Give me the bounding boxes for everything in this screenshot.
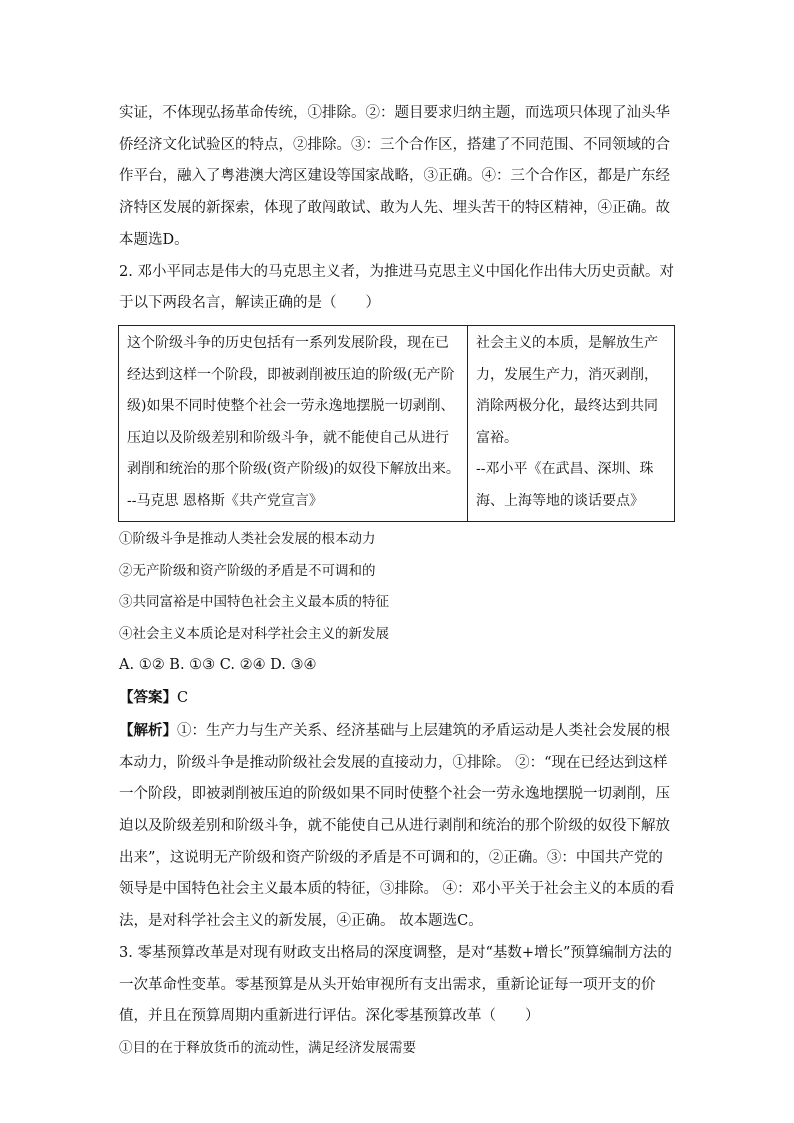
document-page bbox=[119, 98, 675, 1064]
question-2-stem: 2. 邓小平同志是伟大的马克思主义者，为推进马克思主义中国化作出伟大历史贡献。对于以下两段名言，解读正确的是（ ） bbox=[119, 263, 674, 312]
quote-left-source: --马克思 恩格斯《共产党宣言》 bbox=[127, 492, 323, 509]
analysis-text: ①：生产力与生产关系、经济基础与上层建筑的矛盾运动是人类社会发展的根本动力，阶级斗争是推动阶级社会发展的直接动力，①排除。 ②：“现在已经达到这样一个阶段，即被剥削被压迫的阶级如果不同时使整个社会一劳永逸地摆脱一切剥削，压迫以及阶级差别和阶级斗争，就不能使自己从进行剥削和统治的那个阶级的奴役下解放出来”，这说明无产阶级和资产阶级的矛盾是不可调和的，②正确。③：中国共产党的领导是中国特色社会主义最本质的特征，③排除。 ④：邓小平关于社会主义的本质的看法，是对科学社会主义的新发展，④正确。 故本题选C。 bbox=[119, 722, 675, 930]
quote-left-text: 这个阶级斗争的历史包括有一系列发展阶段，现在已经达到这样一个阶段，即被剥削被压迫的阶级(无产阶级)如果不同时使整个社会一劳永逸地摆脱一切剥削、压迫以及阶级差别和阶级斗争，就不能使自己从进行剥削和统治的那个阶级(资产阶级)的奴役下解放出来。 bbox=[127, 334, 460, 478]
quote-cell-deng bbox=[468, 325, 675, 522]
quote-table bbox=[118, 325, 675, 523]
q2-choices: A. ①② B. ①③ C. ②④ D. ③④ bbox=[119, 657, 317, 674]
q3-option-1: ①目的在于释放货币的流动性，满足经济发展需要 bbox=[119, 1039, 416, 1056]
quote-table-wrapper bbox=[119, 325, 675, 523]
intro-paragraph: 实证，不体现弘扬革命传统，①排除。②：题目要求归纳主题，而选项只体现了汕头华侨经济文化试验区的特点，②排除。③：三个合作区，搭建了不同范围、不同领域的合作平台，融入了粤港澳大湾区建设等国家战略，③正确。④：三个合作区，都是广东经济特区发展的新探索，体现了敢闯敢试、敢为人先、埋头苦干的特区精神，④正确。故本题选D。 bbox=[119, 105, 670, 248]
q2-option-4: ④社会主义本质论是对科学社会主义的新发展 bbox=[119, 625, 389, 642]
quote-cell-marx-engels bbox=[119, 325, 468, 522]
question-3-stem: 3. 零基预算改革是对现有财政支出格局的深度调整，是对“基数+增长”预算编制方法的一次革命性变革。零基预算是从头开始审视所有支出需求，重新论证每一项开支的价值，并且在预算周期内重新进行评估。深化零基预算改革（ ） bbox=[119, 944, 672, 1025]
quote-right-text: 社会主义的本质，是解放生产力，发展生产力，消灭剥削，消除两极分化，最终达到共同富裕。 bbox=[476, 334, 658, 446]
answer-value: C bbox=[177, 690, 189, 707]
q2-answer bbox=[119, 682, 675, 715]
q2-option-3: ③共同富裕是中国特色社会主义最本质的特征 bbox=[119, 594, 389, 611]
q2-option-1: ①阶级斗争是推动人类社会发展的根本动力 bbox=[119, 531, 376, 548]
q2-option-2: ②无产阶级和资产阶级的矛盾是不可调和的 bbox=[119, 562, 376, 579]
quote-right-source: --邓小平《在武昌、深圳、珠海、上海等地的谈话要点》 bbox=[476, 461, 654, 509]
answer-label: 【答案】 bbox=[119, 689, 177, 707]
analysis-label: 【解析】 bbox=[119, 721, 177, 739]
q2-analysis bbox=[119, 715, 675, 938]
